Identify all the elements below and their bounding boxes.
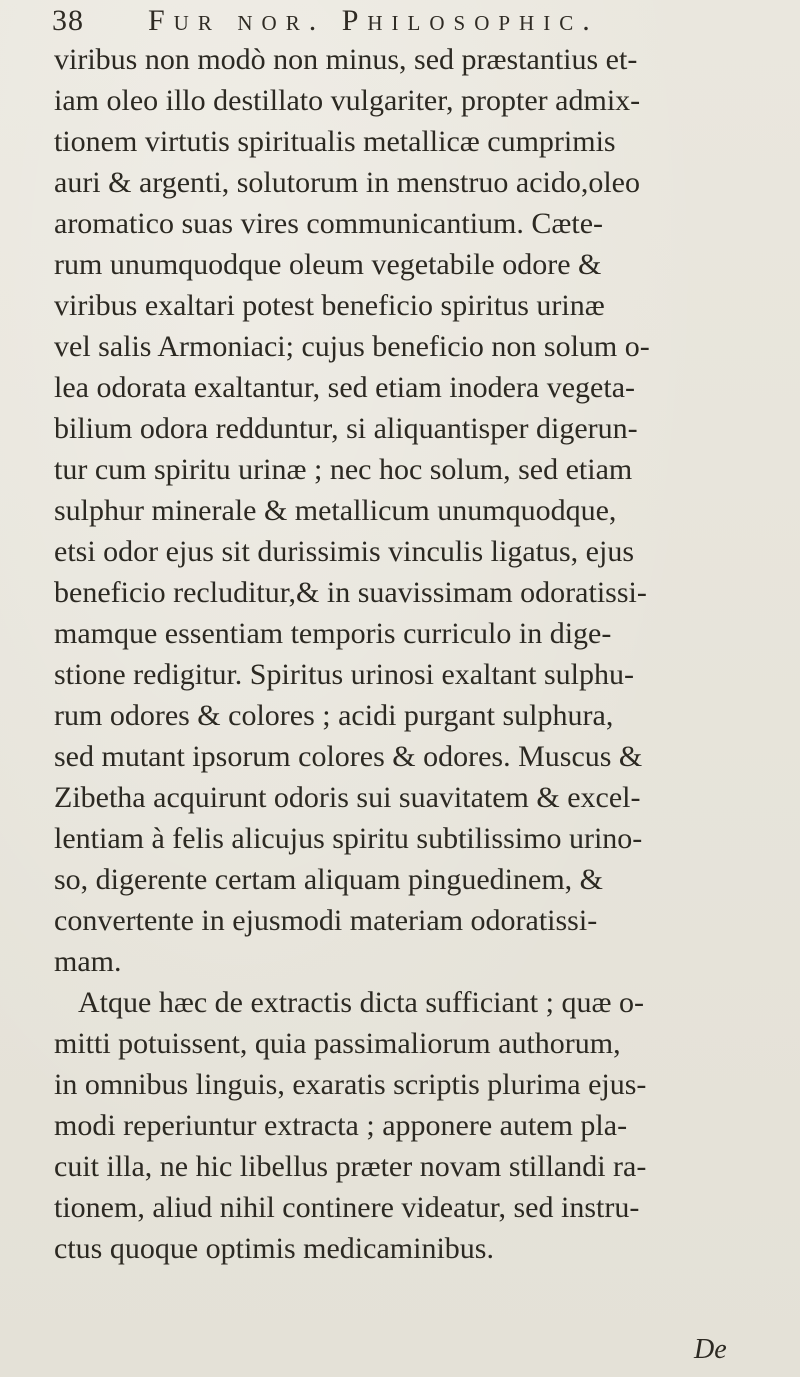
text-line: Zibetha acquirunt odoris sui suavitatem & excel- [54,781,641,814]
text-line: auri & argenti, solutorum in menstruo acido,oleo [54,166,640,199]
text-line: so, digerente certam aliquam pinguedinem, & [54,863,603,896]
text-line: ctus quoque optimis medicaminibus. [54,1232,494,1265]
text-line: mam. [54,945,122,978]
text-line: modi reperiuntur extracta ; apponere autem pla- [54,1109,628,1142]
running-title: Fur nor. Philosophic. [148,4,599,37]
text-line: sulphur minerale & metallicum unumquodque, [54,494,617,527]
text-line: iam oleo illo destillato vulgariter, propter admix- [54,84,641,117]
text-line: viribus exaltari potest beneficio spiritus urinæ [54,289,605,322]
text-line: rum odores & colores ; acidi purgant sulphura, [54,699,614,732]
text-line: aromatico suas vires communicantium. Cæte- [54,207,604,240]
catchword: De [694,1334,727,1365]
page-number: 38 [52,4,84,37]
text-line: stione redigitur. Spiritus urinosi exaltant sulphu- [54,658,634,691]
text-line: Atque hæc de extractis dicta sufficiant ; quæ o- [78,986,644,1019]
text-line: tionem, aliud nihil continere videatur, sed instru- [54,1191,640,1224]
text-line: viribus non modò non minus, sed præstantius et- [54,43,638,76]
text-line: in omnibus linguis, exaratis scriptis plurima ejus- [54,1068,647,1101]
text-line: tur cum spiritu urinæ ; nec hoc solum, sed etiam [54,453,633,486]
text-line: sed mutant ipsorum colores & odores. Muscus & [54,740,643,773]
text-line: tionem virtutis spiritualis metallicæ cumprimis [54,125,616,158]
text-line: lea odorata exaltantur, sed etiam inodera vegeta- [54,371,636,404]
text-line: convertente in ejusmodi materiam odoratissi- [54,904,598,937]
text-line: cuit illa, ne hic libellus præter novam stillandi ra- [54,1150,647,1183]
text-line: mamque essentiam temporis curriculo in dige- [54,617,612,650]
page-header [52,2,772,42]
text-line: beneficio recluditur,& in suavissimam odoratissi- [54,576,647,609]
text-line: rum unumquodque oleum vegetabile odore & [54,248,602,281]
text-line: etsi odor ejus sit durissimis vinculis ligatus, ejus [54,535,634,568]
text-line: bilium odora redduntur, si aliquantisper digerun- [54,412,638,445]
text-line: mitti potuissent, quia passimaliorum authorum, [54,1027,621,1060]
text-line: lentiam à felis alicujus spiritu subtilissimo urino- [54,822,643,855]
text-line: vel salis Armoniaci; cujus beneficio non solum o- [54,330,650,363]
